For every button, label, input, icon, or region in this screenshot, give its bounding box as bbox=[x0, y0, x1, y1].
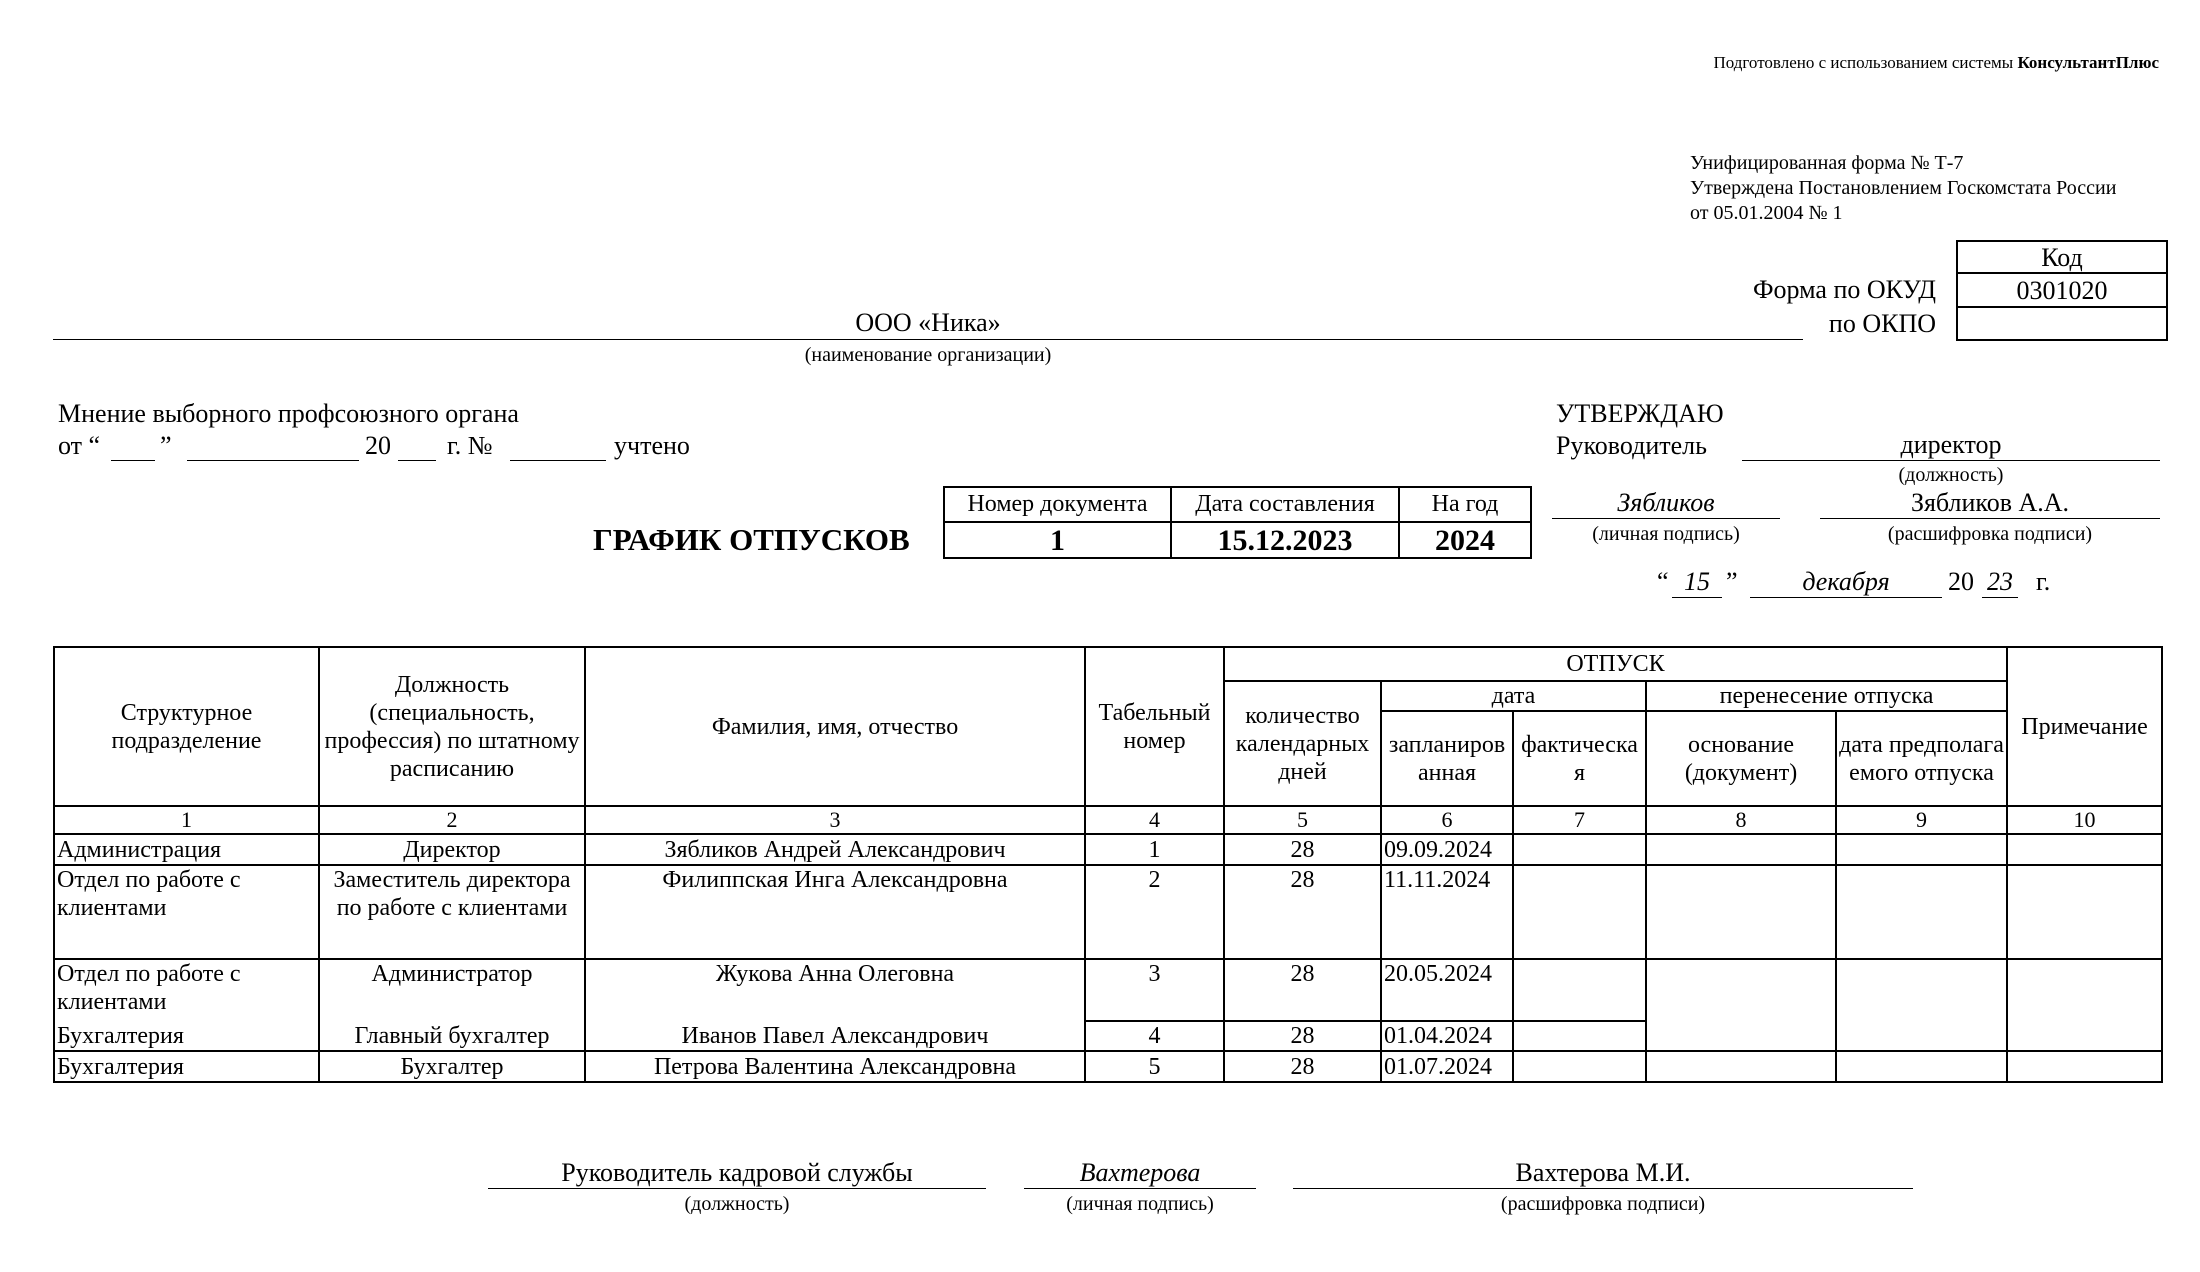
cell-days: 28 bbox=[1224, 865, 1381, 959]
document-title: ГРАФИК ОТПУСКОВ bbox=[593, 522, 910, 557]
header-tab-number: Табельный номер bbox=[1085, 647, 1224, 806]
codes-header: Код bbox=[1958, 242, 2166, 274]
table-row bbox=[54, 834, 2162, 865]
cell-expected bbox=[1836, 834, 2007, 865]
cell-dept: Бухгалтерия bbox=[54, 1021, 319, 1051]
hr-head-name-caption: (расшифровка подписи) bbox=[1500, 1193, 1706, 1215]
doc-date-value: 15.12.2023 bbox=[1217, 524, 1353, 557]
header-vacation: ОТПУСК bbox=[1224, 647, 2007, 681]
hr-head-signature-caption: (личная подпись) bbox=[1066, 1193, 1214, 1215]
cell-basis bbox=[1646, 1051, 1836, 1082]
cell-expected bbox=[1836, 1051, 2007, 1082]
doc-number-cell bbox=[945, 488, 1172, 557]
approval-year-line bbox=[1982, 597, 2018, 598]
hr-head-signature-line bbox=[1024, 1188, 1256, 1189]
union-year-prefix: 20 bbox=[365, 431, 391, 460]
cell-days: 28 bbox=[1224, 1021, 1381, 1051]
union-close-quote: ” bbox=[160, 431, 172, 460]
organization-name: ООО «Ника» bbox=[855, 308, 1001, 337]
okud-code: 0301020 bbox=[1958, 274, 2166, 308]
hr-head-position-line bbox=[488, 1188, 986, 1189]
head-name-caption: (расшифровка подписи) bbox=[1887, 523, 2093, 545]
cell-name: Иванов Павел Александрович bbox=[585, 1021, 1085, 1051]
form-info-line3: от 05.01.2004 № 1 bbox=[1690, 202, 1843, 224]
approval-day: 15 bbox=[1684, 567, 1710, 596]
table-row bbox=[54, 1051, 2162, 1082]
cell-planned: 09.09.2024 bbox=[1381, 834, 1513, 865]
form-info-line2: Утверждена Постановлением Госкомстата России bbox=[1690, 177, 2117, 199]
cell-days: 28 bbox=[1224, 834, 1381, 865]
header-actual: фактическая bbox=[1513, 711, 1646, 806]
cell-name: Петрова Валентина Александровна bbox=[585, 1051, 1085, 1082]
approval-open-quote: “ bbox=[1657, 567, 1669, 596]
cell-actual bbox=[1513, 1051, 1646, 1082]
cell-position: Заместитель директора по работе с клиентами bbox=[319, 865, 585, 959]
form-info-line1: Унифицированная форма № Т-7 bbox=[1690, 152, 1964, 174]
cell-basis bbox=[1646, 959, 1836, 1051]
cell-expected bbox=[1836, 959, 2007, 1051]
prepared-note bbox=[1713, 53, 2159, 73]
head-position: директор bbox=[1900, 430, 2002, 459]
union-number-line bbox=[510, 460, 606, 461]
column-number: 5 bbox=[1224, 806, 1381, 834]
cell-planned: 20.05.2024 bbox=[1381, 959, 1513, 1021]
hr-head-position-caption: (должность) bbox=[684, 1193, 790, 1215]
doc-year-value: 2024 bbox=[1435, 524, 1495, 557]
header-expected-date: дата предполагаемого отпуска bbox=[1836, 711, 2007, 806]
cell-note bbox=[2007, 959, 2162, 1051]
codes-box bbox=[1956, 240, 2168, 341]
approval-day-line bbox=[1672, 597, 1722, 598]
cell-dept: Администрация bbox=[54, 834, 319, 865]
okpo-label: по ОКПО bbox=[1828, 309, 1936, 338]
approval-year-suffix: 23 bbox=[1987, 567, 2013, 596]
doc-date-cell bbox=[1172, 488, 1400, 557]
column-number: 7 bbox=[1513, 806, 1646, 834]
column-number: 9 bbox=[1836, 806, 2007, 834]
cell-actual bbox=[1513, 1021, 1646, 1051]
cell-basis bbox=[1646, 865, 1836, 959]
union-ot: от “ bbox=[58, 431, 101, 460]
approval-month-line bbox=[1750, 597, 1942, 598]
cell-tab: 1 bbox=[1085, 834, 1224, 865]
hr-head-name: Вахтерова М.И. bbox=[1515, 1158, 1691, 1187]
okpo-code bbox=[1958, 308, 2166, 339]
organization-caption: (наименование организации) bbox=[804, 344, 1052, 366]
head-position-line bbox=[1742, 460, 2160, 461]
okud-label: Форма по ОКУД bbox=[1753, 275, 1936, 304]
cell-note bbox=[2007, 1051, 2162, 1082]
header-basis: основание (документ) bbox=[1646, 711, 1836, 806]
header-name: Фамилия, имя, отчество bbox=[585, 647, 1085, 806]
header-planned: запланированная bbox=[1381, 711, 1513, 806]
cell-name: Филиппская Инга Александровна bbox=[585, 865, 1085, 959]
cell-tab: 4 bbox=[1085, 1021, 1224, 1051]
head-name-line bbox=[1820, 518, 2160, 519]
column-number: 1 bbox=[54, 806, 319, 834]
cell-tab: 3 bbox=[1085, 959, 1224, 1021]
cell-name: Зябликов Андрей Александрович bbox=[585, 834, 1085, 865]
approval-month: декабря bbox=[1802, 567, 1890, 596]
column-number: 6 bbox=[1381, 806, 1513, 834]
cell-actual bbox=[1513, 865, 1646, 959]
hr-head-position: Руководитель кадровой службы bbox=[561, 1158, 913, 1187]
cell-position: Главный бухгалтер bbox=[319, 1021, 585, 1051]
cell-actual bbox=[1513, 959, 1646, 1021]
approval-close-quote: ” bbox=[1726, 567, 1738, 596]
column-number: 4 bbox=[1085, 806, 1224, 834]
approval-year-prefix: 20 bbox=[1948, 567, 1974, 596]
doc-year-label: На год bbox=[1400, 488, 1530, 523]
cell-dept: Отдел по работе с клиентами bbox=[54, 959, 319, 1021]
cell-actual bbox=[1513, 834, 1646, 865]
cell-dept: Бухгалтерия bbox=[54, 1051, 319, 1082]
header-days: количество календарных дней bbox=[1224, 681, 1381, 806]
head-signature: Зябликов bbox=[1617, 488, 1715, 517]
union-g-no: г. № bbox=[447, 431, 493, 460]
cell-days: 28 bbox=[1224, 1051, 1381, 1082]
cell-tab: 5 bbox=[1085, 1051, 1224, 1082]
organization-line bbox=[53, 339, 1803, 340]
header-transfer: перенесение отпуска bbox=[1646, 681, 2007, 711]
column-number: 2 bbox=[319, 806, 585, 834]
cell-position: Администратор bbox=[319, 959, 585, 1021]
hr-head-name-line bbox=[1293, 1188, 1913, 1189]
column-number: 10 bbox=[2007, 806, 2162, 834]
cell-days: 28 bbox=[1224, 959, 1381, 1021]
approval-g: г. bbox=[2036, 567, 2051, 596]
union-year-line bbox=[398, 460, 436, 461]
head-signature-caption: (личная подпись) bbox=[1592, 523, 1740, 545]
cell-planned: 01.04.2024 bbox=[1381, 1021, 1513, 1051]
prepared-note-system: КонсультантПлюс bbox=[2017, 53, 2159, 72]
table-row bbox=[54, 865, 2162, 959]
union-opinion-text: Мнение выборного профсоюзного органа bbox=[58, 399, 519, 428]
hr-head-signature: Вахтерова bbox=[1079, 1158, 1201, 1187]
cell-note bbox=[2007, 865, 2162, 959]
cell-expected bbox=[1836, 865, 2007, 959]
doc-number-label: Номер документа bbox=[945, 488, 1170, 523]
union-day-line bbox=[111, 460, 155, 461]
cell-position: Директор bbox=[319, 834, 585, 865]
approve-heading: УТВЕРЖДАЮ bbox=[1556, 399, 1724, 428]
table-row bbox=[54, 959, 2162, 1021]
column-number: 3 bbox=[585, 806, 1085, 834]
cell-tab: 2 bbox=[1085, 865, 1224, 959]
cell-position: Бухгалтер bbox=[319, 1051, 585, 1082]
header-dept: Структурное подразделение bbox=[54, 647, 319, 806]
cell-planned: 11.11.2024 bbox=[1381, 865, 1513, 959]
head-label: Руководитель bbox=[1556, 431, 1707, 460]
doc-year-cell bbox=[1400, 488, 1530, 557]
cell-note bbox=[2007, 834, 2162, 865]
header-date: дата bbox=[1381, 681, 1646, 711]
doc-date-label: Дата составления bbox=[1172, 488, 1398, 523]
cell-name: Жукова Анна Олеговна bbox=[585, 959, 1085, 1021]
header-position: Должность (специальность, профессия) по штатному расписанию bbox=[319, 647, 585, 806]
union-uchteno: учтено bbox=[614, 431, 690, 460]
document-info-box bbox=[943, 486, 1532, 559]
head-name: Зябликов А.А. bbox=[1910, 488, 2070, 517]
head-signature-line bbox=[1552, 518, 1780, 519]
head-position-caption: (должность) bbox=[1898, 464, 2004, 486]
cell-planned: 01.07.2024 bbox=[1381, 1051, 1513, 1082]
column-number: 8 bbox=[1646, 806, 1836, 834]
prepared-note-prefix: Подготовлено с использованием системы bbox=[1713, 53, 2018, 72]
doc-number-value: 1 bbox=[1050, 524, 1065, 557]
header-note: Примечание bbox=[2007, 647, 2162, 806]
cell-basis bbox=[1646, 834, 1836, 865]
cell-dept: Отдел по работе с клиентами bbox=[54, 865, 319, 959]
union-month-line bbox=[187, 460, 359, 461]
vacation-table bbox=[53, 646, 2163, 1083]
